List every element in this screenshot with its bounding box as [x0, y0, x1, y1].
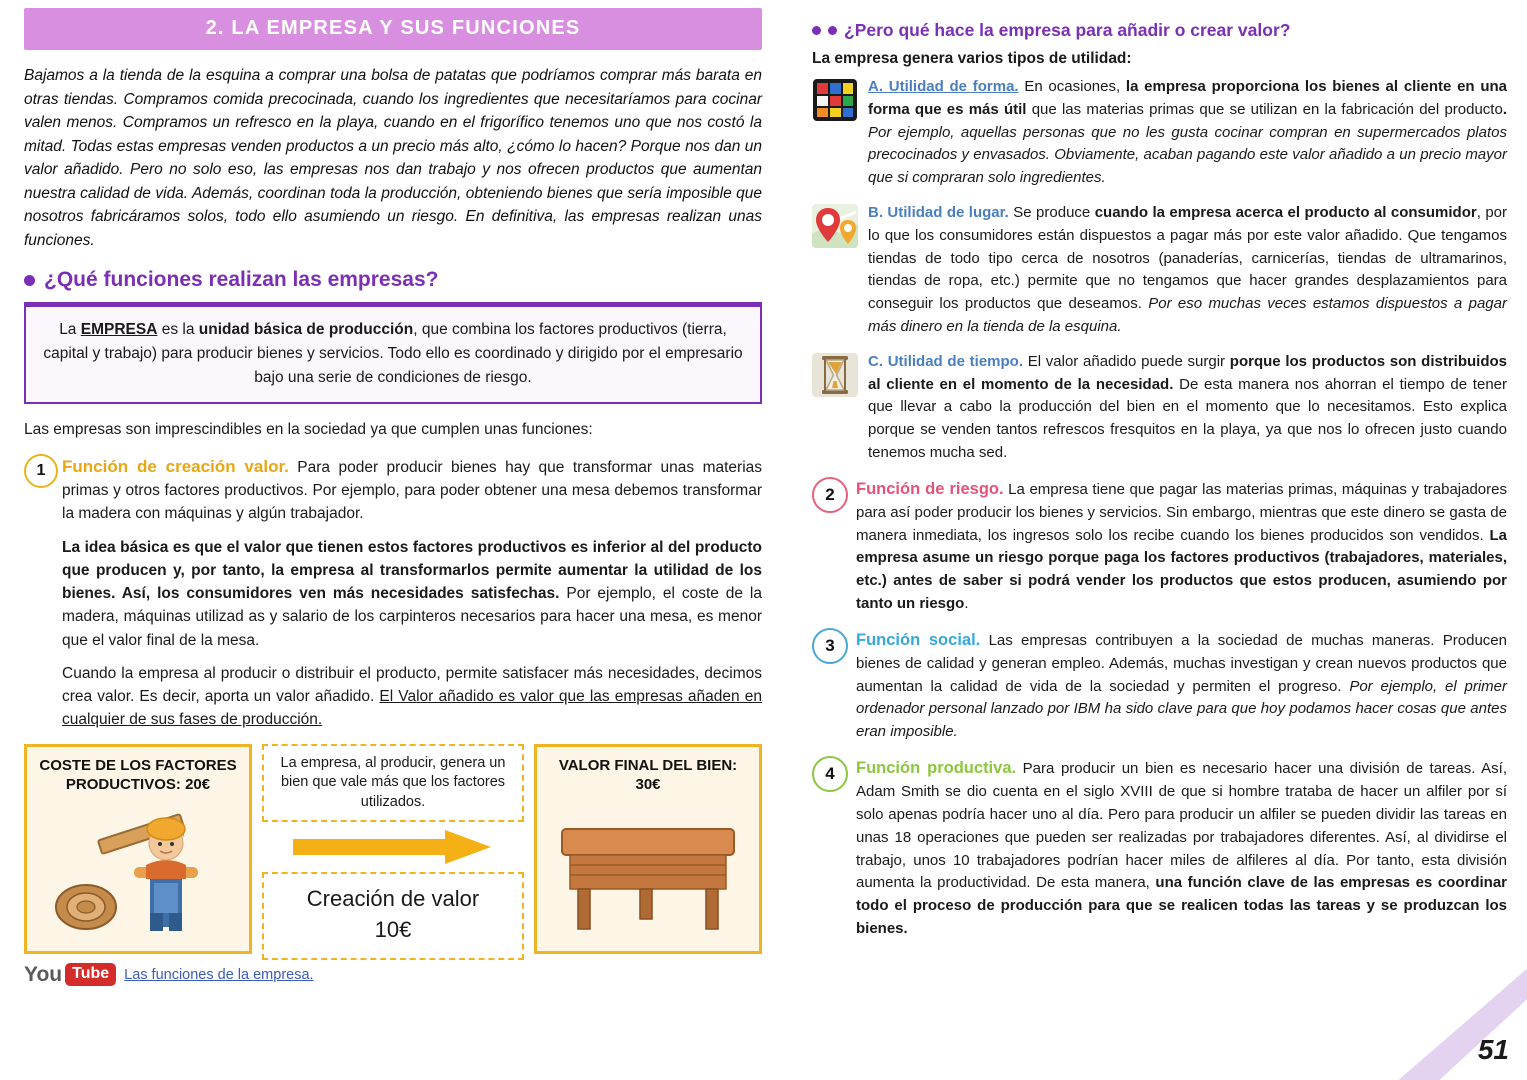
left-column — [24, 8, 762, 987]
question-heading — [24, 268, 762, 292]
utility-place-italic1: Por eso muchas veces estamos dispuestos a pagar más dinero en la tienda de la esquina. — [868, 295, 1507, 335]
function-1-body — [62, 454, 762, 732]
definition-box — [24, 302, 762, 404]
right-arrow-icon — [293, 828, 493, 866]
function-3-italic1: Por ejemplo, el primer ordenador personal lanzado por IBM ha sido clave para que hoy podamos hacer cosas que antes eran imposible. — [856, 677, 1507, 741]
diagram-middle-note: La empresa, al producir, genera un bien que vale más que los factores utilizados. — [262, 744, 524, 823]
definition-part3: , que combina los factores productivos (tierra, capital y trabajo) para producir bienes y servicios. Todo ello es coordinado y dirigido por el empresario bajo una serie de condiciones de riesgo. — [43, 321, 743, 387]
function-2-text1: La empresa tiene que pagar las materias primas, máquinas y trabajadores para así poder producir los bienes y servicios. Sin embargo, mientras que este dinero se gasta de manera inmediata, los ingresos solo los recibe cuando los bienes producidos son vendidos. — [856, 480, 1507, 544]
bullet-icon-2 — [828, 26, 837, 35]
function-1-p3-start: Cuando la empresa al producir o distribuir el producto, permite satisfacer más necesidades, decimos crea valor. Es decir, aporta un valor añadido. — [62, 664, 762, 706]
function-1 — [24, 454, 762, 732]
function-3 — [812, 628, 1507, 744]
diagram-arrow — [262, 822, 524, 872]
function-4-number: 4 — [812, 756, 848, 792]
utility-place-text2: , por lo que los consumidores están dispuestos a pagar más por este valor añadido. Que tengamos tiendas de todo tipo cerca de nosotros (panaderías, carnicerías, tiendas de ultramarinos, tiendas de ropa, etc.) permite que no tengamos que hacer grandes desplazamientos para conseguir los productos que deseamos. — [868, 203, 1508, 313]
youtube-logo-icon — [24, 963, 116, 987]
right-question-heading-text: ¿Pero qué hace la empresa para añadir o crear valor? — [844, 20, 1291, 40]
diagram-value-box — [262, 872, 524, 960]
utility-time-text1: El valor añadido puede surgir — [1023, 352, 1230, 370]
definition-bold1: unidad básica de producción — [198, 321, 414, 339]
rubiks-cube-icon — [812, 78, 858, 122]
utility-time-label: C. Utilidad de tiempo. — [868, 352, 1023, 370]
function-1-p2-rest: Por ejemplo, el coste de la madera, máquinas utilizad as y salario de los carpinteros necesarios para hacer una mesa, es menor que el valor final de la mesa. — [62, 585, 762, 649]
youtube-link[interactable]: Las funciones de la empresa. — [124, 966, 314, 983]
utility-place — [812, 202, 1507, 339]
diagram-middle — [262, 744, 524, 954]
youtube-reference[interactable] — [24, 963, 762, 987]
right-subheading: La empresa genera varios tipos de utilidad: — [812, 50, 1132, 67]
utility-form-italic1: Por ejemplo, aquellas personas que no les gusta cocinar compran en supermercados platos precocinados y envasados. Obviamente, acaban pagando este valor añadido a un precio mayor que si compraran solo ingredientes. — [868, 123, 1507, 187]
utility-form — [812, 76, 1507, 190]
intro-paragraph: Bajamos a la tienda de la esquina a comprar una bolsa de patatas que podríamos comprar más barata en otras tiendas. Compramos comida precocinada, cuando los ingredientes que necesitaríamos para cocinar valen menos. Compramos un refresco en la playa, cuando en el frigorífico tenemos uno que nos costó la mitad. Todas estas empresas venden productos a un precio más alto, ¿cómo lo hacen? Porque nos dan un valor añadido. Pero no solo eso, las empresas nos dan trabajo y nos ofrecen productos que aumentan nuestra calidad de vida. Además, coordinan toda la producción, obteniendo bienes que sería imposible que nosotros fabricáramos solos, todo ello asumiendo un riesgo. En definitiva, las empresas realizan unas funciones. — [24, 67, 762, 249]
diagram-value-caption-1: VALOR FINAL DEL BIEN: — [558, 756, 738, 774]
function-2-text2: . — [964, 595, 969, 613]
utility-form-bold1: la empresa proporciona los bienes al cliente en una forma que es más útil — [868, 78, 1508, 118]
functions-lead: Las empresas son imprescindibles en la sociedad ya que cumplen unas funciones: — [24, 421, 593, 439]
youtube-logo-text: You — [24, 962, 63, 986]
function-4-bold1: una función clave de las empresas es coordinar todo el proceso de producción para que se realicen todas las tareas y se produzcan los bienes. — [856, 874, 1507, 937]
section-title: 2. LA EMPRESA Y SUS FUNCIONES — [24, 8, 762, 50]
function-1-number: 1 — [24, 454, 58, 488]
question-heading-text: ¿Qué funciones realizan las empresas? — [44, 268, 439, 292]
map-pin-icon — [812, 204, 858, 248]
diagram-cost-card — [24, 744, 252, 954]
function-2-title: Función de riesgo. — [856, 479, 1004, 498]
utility-time — [812, 351, 1507, 465]
utility-place-bold1: cuando la empresa acerca el producto al consumidor — [1094, 203, 1477, 221]
bullet-icon-1 — [812, 26, 821, 35]
utility-form-bold2: . — [1502, 100, 1507, 118]
hourglass-icon — [812, 353, 858, 397]
youtube-badge-text: Tube — [65, 963, 116, 986]
page-number: 51 — [1477, 1034, 1509, 1065]
value-creation-diagram — [24, 744, 762, 954]
function-3-number: 3 — [812, 628, 848, 664]
utility-form-label: A. Utilidad de forma. — [868, 78, 1019, 95]
right-question-heading — [812, 20, 1507, 41]
diagram-value-amount: 10€ — [374, 917, 412, 943]
utility-place-label: B. Utilidad de lugar. — [868, 203, 1009, 221]
function-2-bold1: La empresa asume un riesgo porque paga los factores productivos (trabajadores, materiales, etc.) antes de saber si podrá vender los productos que estos producen, asumiendo por tanto un riesgo — [856, 526, 1507, 613]
function-2-number: 2 — [812, 477, 848, 513]
utility-time-bold1: porque los productos son distribuidos al cliente en el momento de la necesidad. — [868, 352, 1507, 393]
diagram-value-caption-2: 30€ — [635, 776, 661, 794]
function-3-text1: Las empresas contribuyen a la sociedad de muchas maneras. Producen bienes de calidad y generan empleo. Además, muchas investigan y crean nuevos productos que aumentan la calidad de vida de la sociedad y permiten el progreso. — [856, 631, 1507, 695]
definition-part1: La — [59, 321, 81, 339]
wooden-table-illustration — [548, 795, 748, 935]
diagram-value-label: Creación de valor — [306, 886, 480, 912]
function-4-title: Función productiva. — [856, 759, 1017, 778]
bullet-icon — [24, 275, 35, 286]
right-column — [812, 20, 1507, 941]
function-4-text1: Para producir un bien es necesario hacer una división de tareas. Así, Adam Smith se dio cuenta en el siglo XVIII de que si hombre trataba de hacer un alfiler por sí solo apenas podría hacer uno al día. Pero para producir un alfiler se pueden dividir las tareas en unas 18 operaciones que pueden ser realizadas por trabajadores diferentes. Así, al dividirse el trabajo, unos 10 trabajadores podrían hacer miles de alfileres al día. Por tanto, esta división aumenta la productividad. De esta manera, — [856, 760, 1507, 892]
utility-form-text2: que las materias primas que se utilizan en la fabricación del producto — [1026, 100, 1503, 118]
definition-term: EMPRESA — [80, 321, 158, 339]
function-3-title: Función social. — [856, 630, 981, 649]
utility-form-text1: En ocasiones, — [1018, 78, 1126, 95]
diagram-cost-caption-1: COSTE DE LOS FACTORES — [39, 756, 237, 774]
function-4 — [812, 756, 1507, 941]
worker-and-log-illustration — [38, 795, 238, 935]
function-2 — [812, 477, 1507, 616]
utility-place-text1: Se produce — [1008, 203, 1095, 221]
definition-part2: es la — [157, 321, 199, 339]
diagram-cost-caption-2: PRODUCTIVOS: 20€ — [65, 776, 211, 794]
function-1-p2-bold: La idea básica es que el valor que tienen estos factores productivos es inferior al del producto que producen y, por tanto, la empresa al transformarlos permite aumentar la utilidad de los bienes. Así, los consumidores ven más necesidades satisfechas. — [62, 538, 762, 603]
utility-time-text2: De esta manera nos ahorran el tiempo de tener que llevar a cabo la producción del bien en el momento que lo necesitamos. Esto explica porque se venden tantos refrescos fresquitos en la playa, ya que nos lo ofrecen justo cuando tenemos mucha sed. — [868, 375, 1507, 461]
function-1-title: Función de creación valor. — [62, 456, 289, 476]
function-1-p1: Para poder producir bienes hay que transformar unas materias primas y otros factores productivos. Por ejemplo, para poder obtener una mesa debemos transformar la madera con máquinas y algún trabajador. — [62, 458, 763, 523]
function-1-p3-underline: El Valor añadido es valor que las empresas añaden en cualquier de sus fases de producción. — [62, 688, 762, 729]
diagram-value-card — [534, 744, 762, 954]
